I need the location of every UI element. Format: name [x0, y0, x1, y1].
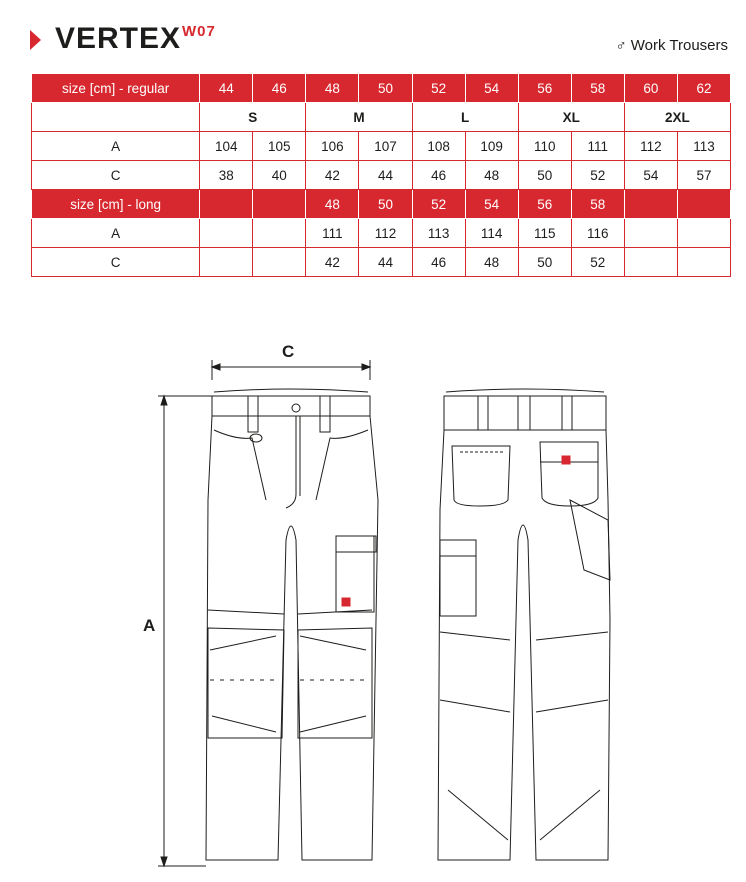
size-cell: 46: [253, 74, 306, 103]
letter-size: L: [412, 103, 518, 132]
size-cell: 54: [465, 190, 518, 219]
value-cell: 48: [465, 161, 518, 190]
size-cell: 62: [677, 74, 730, 103]
value-cell: 111: [571, 132, 624, 161]
size-cell: 48: [306, 190, 359, 219]
size-cell: 58: [571, 74, 624, 103]
letter-size: 2XL: [624, 103, 730, 132]
dimension-c-line: [212, 360, 370, 380]
value-cell: 112: [624, 132, 677, 161]
value-cell: 111: [306, 219, 359, 248]
front-view: [206, 389, 378, 860]
value-cell: 46: [412, 248, 465, 277]
product-code: W07: [182, 23, 216, 40]
value-cell: 113: [412, 219, 465, 248]
size-cell: 50: [359, 190, 412, 219]
value-cell: 110: [518, 132, 571, 161]
value-cell: 106: [306, 132, 359, 161]
value-cell: 38: [200, 161, 253, 190]
value-cell: 109: [465, 132, 518, 161]
dimension-c-label: C: [282, 342, 295, 361]
size-cell: 56: [518, 190, 571, 219]
value-cell: 42: [306, 248, 359, 277]
regular-label: size [cm] - regular: [32, 74, 200, 103]
male-icon: ♂: [615, 37, 627, 54]
value-cell: 44: [359, 161, 412, 190]
brand-name: VERTEX: [55, 22, 182, 55]
long-label: size [cm] - long: [32, 190, 200, 219]
value-cell: 104: [200, 132, 253, 161]
value-cell: 107: [359, 132, 412, 161]
size-cell: 52: [412, 190, 465, 219]
value-cell: 57: [677, 161, 730, 190]
value-cell: 108: [412, 132, 465, 161]
long-row-a-label: A: [32, 219, 200, 248]
value-cell: 114: [465, 219, 518, 248]
value-cell: 46: [412, 161, 465, 190]
size-cell: 60: [624, 74, 677, 103]
size-cell: 50: [359, 74, 412, 103]
value-cell: 115: [518, 219, 571, 248]
product-type-label: Work Trousers: [630, 37, 728, 54]
value-cell: 40: [253, 161, 306, 190]
letter-size: XL: [518, 103, 624, 132]
value-cell: 54: [624, 161, 677, 190]
size-cell: 56: [518, 74, 571, 103]
row-c-label: C: [32, 161, 200, 190]
size-cell: 58: [571, 190, 624, 219]
size-cell: 44: [200, 74, 253, 103]
value-cell: 48: [465, 248, 518, 277]
value-cell: 112: [359, 219, 412, 248]
value-cell: 116: [571, 219, 624, 248]
size-cell: 54: [465, 74, 518, 103]
size-cell: 48: [306, 74, 359, 103]
size-cell: 52: [412, 74, 465, 103]
letter-size: M: [306, 103, 412, 132]
value-cell: 50: [518, 161, 571, 190]
letter-size: S: [200, 103, 306, 132]
value-cell: 113: [677, 132, 730, 161]
value-cell: 50: [518, 248, 571, 277]
value-cell: 52: [571, 161, 624, 190]
value-cell: 105: [253, 132, 306, 161]
row-a-label: A: [32, 132, 200, 161]
value-cell: 52: [571, 248, 624, 277]
long-row-c-label: C: [32, 248, 200, 277]
dimension-a-label: A: [143, 616, 156, 635]
value-cell: 44: [359, 248, 412, 277]
value-cell: 42: [306, 161, 359, 190]
back-view: [438, 389, 610, 860]
